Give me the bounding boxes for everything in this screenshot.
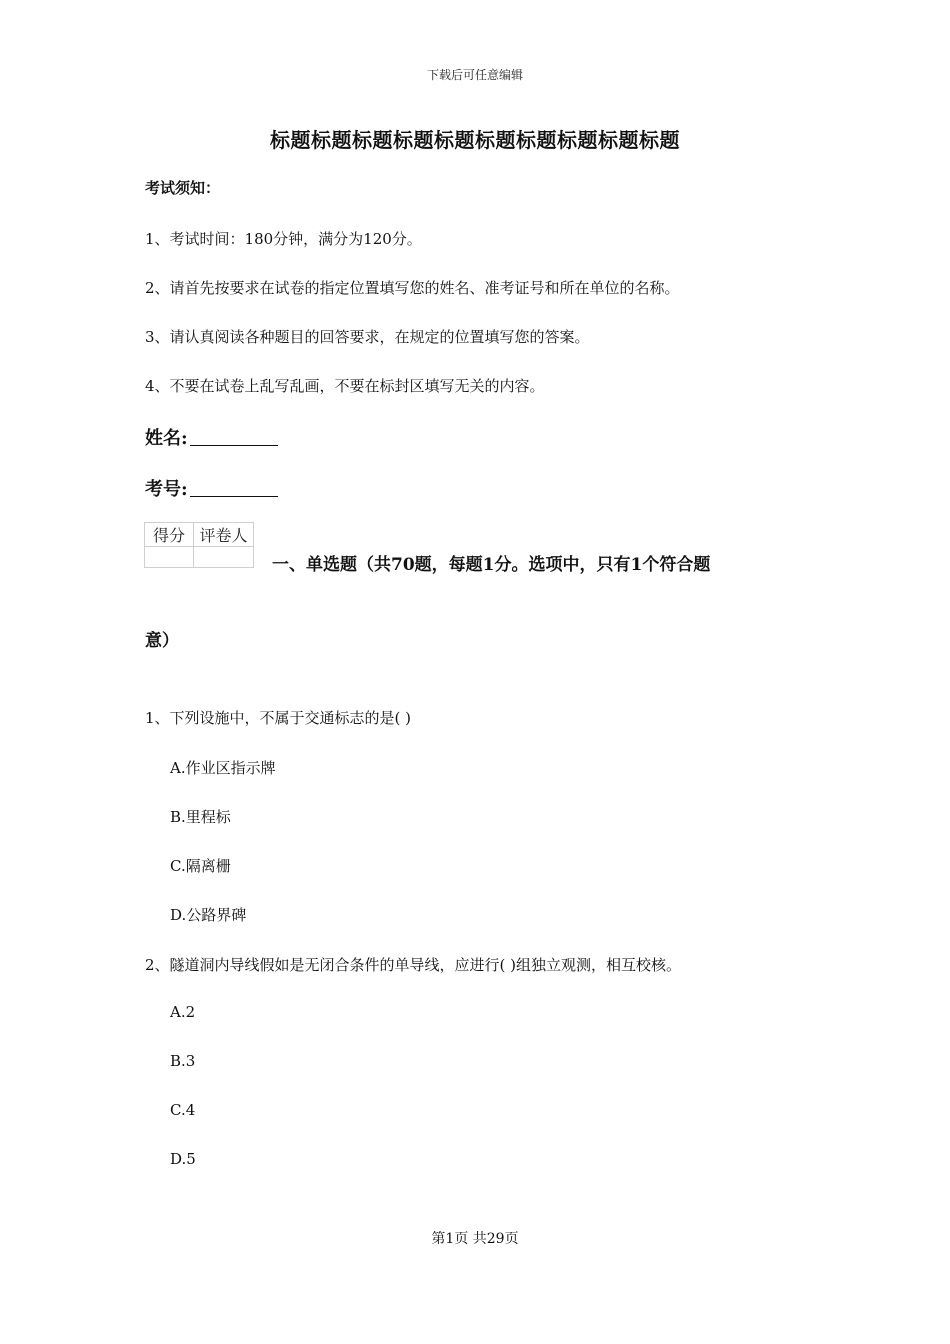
exam-number-field bbox=[145, 475, 278, 501]
notice-item: 2、请首先按要求在试卷的指定位置填写您的姓名、准考证号和所在单位的名称。 bbox=[145, 279, 680, 297]
notice-item: 4、不要在试卷上乱写乱画，不要在标封区填写无关的内容。 bbox=[145, 377, 545, 395]
exam-number-blank[interactable] bbox=[190, 478, 278, 497]
option-c: C.隔离栅 bbox=[170, 857, 231, 875]
section-title-continued: 意） bbox=[145, 631, 179, 651]
notice-item: 1、考试时间：180分钟，满分为120分。 bbox=[145, 230, 422, 248]
notice-item: 3、请认真阅读各种题目的回答要求，在规定的位置填写您的答案。 bbox=[145, 328, 590, 346]
score-table bbox=[144, 522, 254, 568]
option-a: A.2 bbox=[170, 1003, 196, 1021]
name-label: 姓名: bbox=[145, 428, 188, 449]
option-b: B.里程标 bbox=[170, 808, 231, 826]
notice-label: 考试须知： bbox=[145, 179, 221, 197]
header-note: 下载后可任意编辑 bbox=[426, 68, 523, 82]
question-text: 2、隧道洞内导线假如是无闭合条件的单导线，应进行( )组独立观测，相互校核。 bbox=[145, 956, 682, 974]
name-blank[interactable] bbox=[190, 427, 278, 446]
page-title: 标题标题标题标题标题标题标题标题标题标题 bbox=[270, 128, 680, 152]
grader-cell[interactable] bbox=[194, 547, 254, 568]
option-d: D.5 bbox=[170, 1150, 196, 1168]
question-text: 1、下列设施中，不属于交通标志的是( ) bbox=[145, 709, 412, 727]
name-field bbox=[145, 424, 278, 450]
option-d: D.公路界碑 bbox=[170, 906, 247, 924]
section-title: 一、单选题（共70题，每题1分。选项中，只有1个符合题 bbox=[272, 555, 711, 575]
score-cell[interactable] bbox=[145, 547, 194, 568]
score-header: 得分 bbox=[145, 523, 194, 547]
option-b: B.3 bbox=[170, 1052, 196, 1070]
option-a: A.作业区指示牌 bbox=[170, 759, 276, 777]
option-c: C.4 bbox=[170, 1101, 196, 1119]
grader-header: 评卷人 bbox=[194, 523, 254, 547]
exam-number-label: 考号: bbox=[145, 479, 188, 500]
page-footer: 第1页 共29页 bbox=[431, 1231, 519, 1247]
